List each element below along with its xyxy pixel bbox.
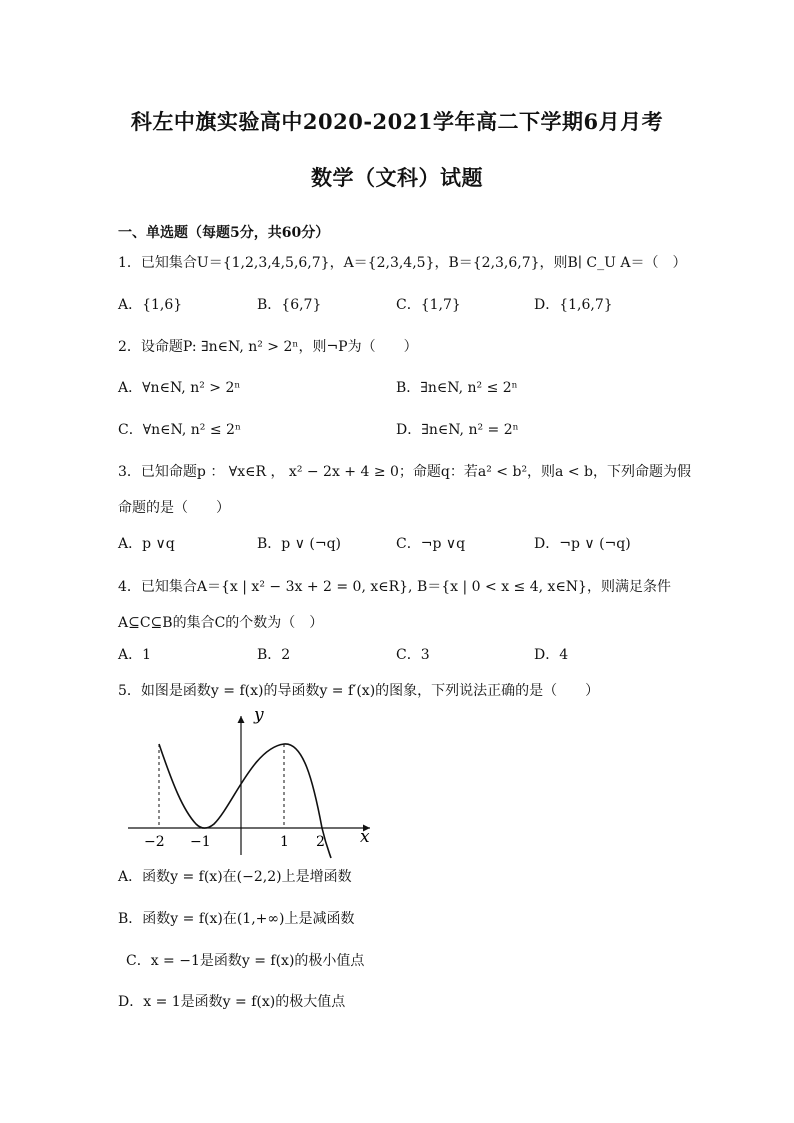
q4-option-a: A．1 [118, 647, 152, 663]
q3-stem-line-2: 命题的是（ ） [118, 500, 230, 516]
q4-stem-line-2: A⊆C⊆B的集合C的个数为（ ） [118, 615, 324, 631]
derivative-curve [159, 744, 331, 858]
y-axis-arrow [238, 716, 245, 723]
derivative-graph [118, 700, 378, 860]
q5-stem: 5．如图是函数y = f(x)的导函数y = f′(x)的图象，下列说法正确的是（ ） [118, 683, 600, 699]
q2-option-d: D．∃n∈N, n² = 2ⁿ [396, 422, 519, 438]
q4-option-b: B．2 [257, 647, 291, 663]
q1-option-b: B．{6,7} [257, 297, 322, 313]
y-axis-label: y [254, 705, 264, 725]
q5-option-b: B．函数y = f(x)在(1,+∞)上是减函数 [118, 911, 355, 927]
q3-option-d: D．¬p ∨ (¬q) [534, 536, 631, 552]
section-header: 一、单选题（每题5分，共60分） [118, 225, 330, 241]
q1-stem: 1．已知集合U＝{1,2,3,4,5,6,7}，A＝{2,3,4,5}，B＝{2,3,6,7}，则B∣ C_U A＝（ ） [118, 255, 687, 271]
q4-option-c: C．3 [396, 647, 430, 663]
q1-option-a: A．{1,6} [118, 297, 183, 313]
q2-stem: 2．设命题P: ∃n∈N, n² > 2ⁿ，则¬P为（ ） [118, 339, 418, 355]
q5-option-a: A．函数y = f(x)在(−2,2)上是增函数 [118, 869, 352, 885]
q2-option-a: A．∀n∈N, n² > 2ⁿ [118, 380, 241, 396]
tick-label-neg2: −2 [144, 834, 165, 850]
q3-stem-line-1: 3．已知命题p ： ∀x∈R ， x² − 2x + 4 ≥ 0；命题q：若a² < b²，则a < b，下列命题为假 [118, 464, 692, 480]
q4-option-d: D．4 [534, 647, 569, 663]
q2-option-c: C．∀n∈N, n² ≤ 2ⁿ [118, 422, 242, 438]
q4-stem-line-1: 4．已知集合A＝{x | x² − 3x + 2 = 0, x∈R}, B＝{x | 0 < x ≤ 4, x∈N}，则满足条件 [118, 579, 671, 595]
q3-option-c: C．¬p ∨q [396, 536, 466, 552]
q1-option-c: C．{1,7} [396, 297, 461, 313]
q3-option-b: B．p ∨ (¬q) [257, 536, 342, 552]
q3-option-a: A．p ∨q [118, 536, 175, 552]
tick-label-neg1: −1 [190, 834, 211, 850]
title-line-2: 数学（文科）试题 [311, 165, 483, 190]
q5-option-c: C．x = −1是函数y = f(x)的极小值点 [126, 953, 365, 969]
q1-option-d: D．{1,6,7} [534, 297, 613, 313]
tick-label-1: 1 [280, 834, 289, 850]
title-line-1: 科左中旗实验高中2020-2021学年高二下学期6月月考 [130, 109, 664, 134]
tick-label-2: 2 [316, 834, 325, 850]
q5-option-d: D．x = 1是函数y = f(x)的极大值点 [118, 994, 346, 1010]
x-axis-label: x [360, 827, 370, 847]
q2-option-b: B．∃n∈N, n² ≤ 2ⁿ [396, 380, 518, 396]
